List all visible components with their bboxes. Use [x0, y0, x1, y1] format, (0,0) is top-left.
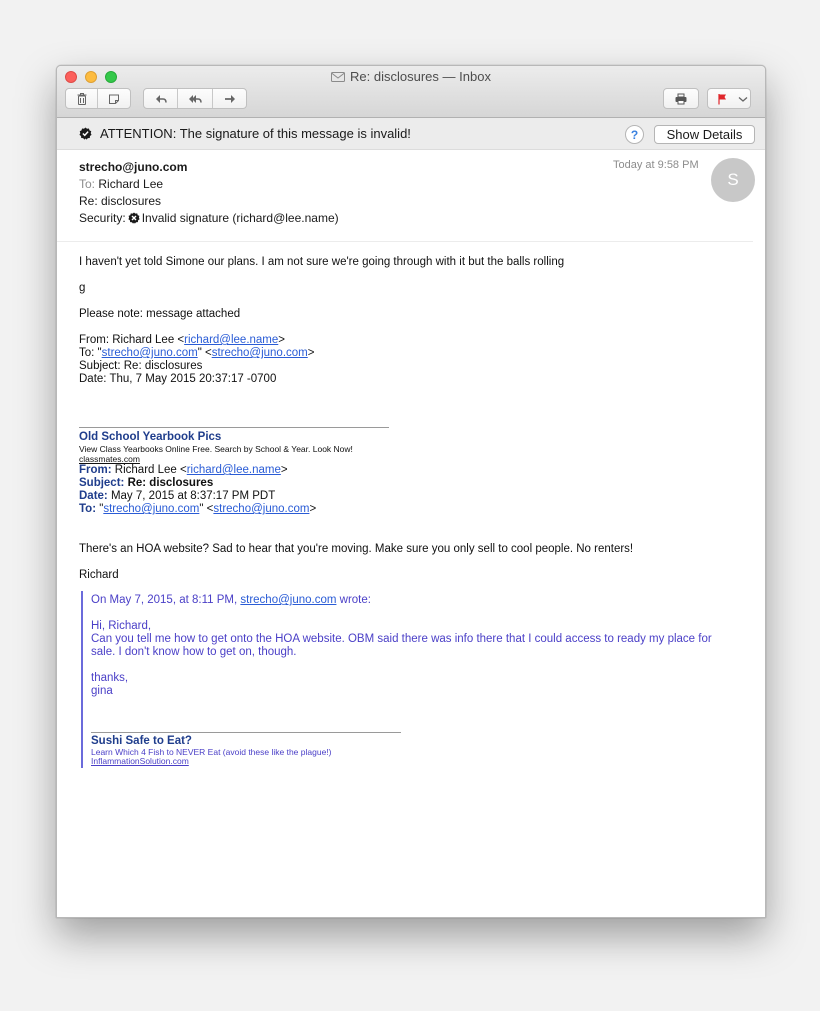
quote-greeting: Hi, Richard,: [91, 620, 152, 632]
message-body: [57, 242, 765, 768]
trash-icon: [75, 92, 89, 106]
delete-junk-group: [65, 88, 131, 109]
body-line-3: Please note: message attached: [79, 308, 241, 320]
ad-divider-2: [91, 732, 401, 733]
junk-icon: [107, 92, 121, 106]
h2-to-label: To:: [79, 503, 97, 515]
junk-button[interactable]: [98, 89, 130, 108]
fwd-to-link-1[interactable]: strecho@juno.com: [101, 347, 198, 359]
titlebar: [57, 66, 765, 118]
flag-icon: [715, 92, 729, 106]
quoted-message: [81, 591, 736, 768]
subject-line: Re: disclosures: [79, 194, 162, 208]
quote-text: Can you tell me how to get onto the HOA website. OBM said there was info there that I could access to ready my place for sale. I don't know how to get on, though.: [91, 633, 712, 658]
mail-window: [56, 65, 766, 918]
h2-to-prefix: ": [96, 503, 104, 515]
forwarded-header-1: [79, 334, 765, 386]
h2-to-line: [79, 503, 765, 516]
fwd-to-suffix: >: [307, 347, 315, 359]
invalid-signature-icon[interactable]: [128, 212, 140, 224]
h2-from-label: From:: [79, 464, 112, 476]
h2-to-suffix: >: [309, 503, 317, 515]
h2-to-link-2[interactable]: strecho@juno.com: [213, 503, 310, 515]
h2-subject-label: Subject:: [79, 477, 125, 489]
h2-date-value: May 7, 2015 at 8:37:17 PM PDT: [107, 490, 276, 502]
quote-name: gina: [91, 685, 113, 697]
chevron-down-icon: [736, 92, 750, 106]
h2-from-link[interactable]: richard@lee.name: [186, 464, 281, 476]
forward-button[interactable]: [213, 89, 246, 108]
fwd-to-prefix: To: ": [79, 347, 102, 359]
flag-button[interactable]: [708, 89, 736, 108]
flag-menu-button[interactable]: [736, 89, 750, 108]
fwd-from-link[interactable]: richard@lee.name: [184, 334, 279, 346]
ad-2-url[interactable]: InflammationSolution.com: [91, 756, 189, 766]
quote-intro-link[interactable]: strecho@juno.com: [240, 594, 337, 606]
print-button[interactable]: [664, 89, 698, 108]
ad-block-2: [91, 735, 736, 768]
print-group: [663, 88, 699, 109]
envelope-icon: [331, 71, 345, 82]
h2-subject-value: Re: disclosures: [124, 477, 214, 489]
h2-from-suffix: >: [280, 464, 288, 476]
security-label: Security:: [79, 211, 126, 225]
window-title-text: Re: disclosures — Inbox: [350, 69, 491, 84]
quote-thanks: thanks,: [91, 672, 129, 684]
help-button[interactable]: ?: [625, 125, 644, 144]
ad-2-description: Learn Which 4 Fish to NEVER Eat (avoid these like the plague!): [91, 747, 332, 757]
ad-1-url[interactable]: classmates.com: [79, 454, 140, 464]
h2-from-line: [79, 464, 765, 477]
h2-subject-line: [79, 477, 765, 490]
body-line-1: I haven't yet told Simone our plans. I am not sure we're going through with it but the balls rolling: [79, 256, 565, 268]
reply-button[interactable]: [144, 89, 178, 108]
window-title: [57, 69, 765, 84]
signature-warning-text: ATTENTION: The signature of this message is invalid!: [100, 126, 411, 141]
reply-all-button[interactable]: [178, 89, 213, 108]
forwarded-header-2: [79, 464, 765, 516]
to-line: [79, 176, 753, 193]
message-header: [57, 150, 753, 242]
quote-intro-suffix: wrote:: [336, 594, 371, 606]
security-value: Invalid signature (richard@lee.name): [141, 211, 339, 225]
flag-group: [707, 88, 751, 109]
signoff: Richard: [79, 569, 119, 581]
delete-button[interactable]: [66, 89, 98, 108]
reply-text: There's an HOA website? Sad to hear that you're moving. Make sure you only sell to cool people. No renters!: [79, 543, 634, 555]
h2-date-label: Date:: [79, 490, 108, 502]
seal-check-icon: [79, 127, 92, 140]
ad-1-description: View Class Yearbooks Online Free. Search by School & Year. Look Now!: [79, 444, 353, 454]
security-line: [79, 210, 753, 227]
h2-date-line: [79, 490, 765, 503]
quote-intro: [91, 591, 736, 607]
reply-all-icon: [188, 92, 202, 106]
fwd-to-mid: " <: [197, 347, 212, 359]
sender[interactable]: strecho@juno.com: [79, 160, 188, 174]
fwd-from-line: [79, 334, 765, 347]
reply-forward-group: [143, 88, 247, 109]
fwd-subject-line: Subject: Re: disclosures: [79, 360, 203, 372]
fwd-from-prefix: From: Richard Lee <: [79, 334, 185, 346]
ad-divider-1: [79, 427, 389, 428]
recipient[interactable]: Richard Lee: [98, 177, 164, 191]
fwd-date-line: Date: Thu, 7 May 2015 20:37:17 -0700: [79, 373, 277, 385]
fwd-to-link-2[interactable]: strecho@juno.com: [211, 347, 308, 359]
show-details-button[interactable]: Show Details: [654, 125, 755, 144]
h2-to-mid: " <: [199, 503, 214, 515]
forward-icon: [223, 92, 237, 106]
quote-intro-prefix: On May 7, 2015, at 8:11 PM,: [91, 594, 241, 606]
fwd-from-suffix: >: [278, 334, 285, 346]
avatar: S: [711, 158, 755, 202]
h2-from-prefix: Richard Lee <: [111, 464, 187, 476]
print-icon: [674, 92, 688, 106]
body-line-2: g: [79, 282, 86, 294]
reply-icon: [154, 92, 168, 106]
ad-block-1: [79, 431, 765, 464]
to-label: To:: [79, 177, 96, 191]
message-date: Today at 9:58 PM: [613, 159, 699, 171]
signature-warning-banner: [57, 118, 765, 150]
h2-to-link-1[interactable]: strecho@juno.com: [103, 503, 200, 515]
fwd-to-line: [79, 347, 765, 360]
ad-1-title[interactable]: Old School Yearbook Pics: [79, 431, 222, 443]
ad-2-title[interactable]: Sushi Safe to Eat?: [91, 735, 192, 747]
